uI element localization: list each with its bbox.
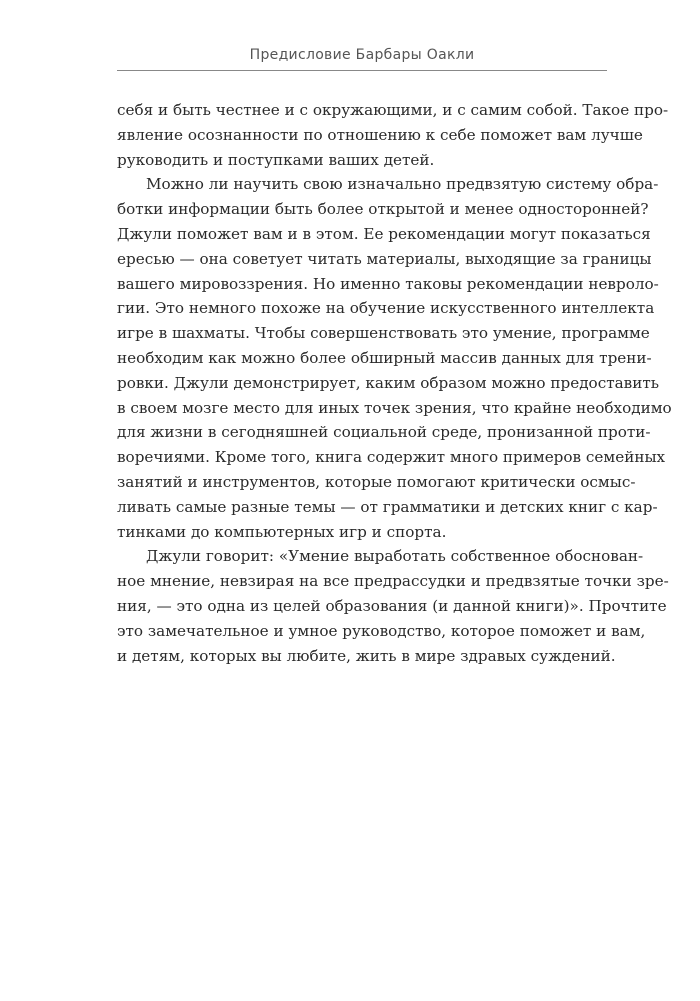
page-body — [117, 98, 672, 668]
running-header: Предисловие Барбары Оакли — [249, 47, 475, 63]
text-line: себя и быть честнее и с окружающими, и с самим собой. Такое про- — [117, 101, 669, 119]
text-line: ересью — она советует читать материалы, выходящие за границы — [117, 249, 652, 268]
text-line: Джули поможет вам и в этом. Ее рекомендации могут показаться — [117, 224, 651, 243]
text-line: Джули говорит: «Умение выработать собственное обоснован- — [146, 547, 644, 566]
text-line: занятий и инструментов, которые помогают критически осмыс- — [117, 472, 636, 491]
text-line: ботки информации быть более открытой и менее односторонней? — [117, 200, 649, 219]
text-line: вашего мировоззрения. Но именно таковы рекомендации невроло- — [117, 274, 659, 293]
text-line: воречиями. Кроме того, книга содержит много примеров семейных — [117, 448, 666, 467]
text-line: тинками до компьютерных игр и спорта. — [117, 522, 447, 541]
text-line: Можно ли научить свою изначально предвзятую систему обра- — [146, 175, 659, 194]
text-line: игре в шахматы. Чтобы совершенствовать это умение, программе — [117, 324, 650, 343]
text-line: необходим как можно более обширный массив данных для трени- — [117, 348, 652, 367]
header-rule — [117, 70, 607, 71]
paragraph — [117, 544, 669, 668]
text-line: ливать самые разные темы — от грамматики и детских книг с кар- — [117, 497, 658, 516]
text-line: в своем мозге место для иных точек зрения, что крайне необходимо — [117, 398, 672, 417]
paragraph — [117, 172, 672, 544]
text-line: явление осознанности по отношению к себе поможет вам лучше — [117, 125, 643, 144]
text-line: для жизни в сегодняшней социальной среде, пронизанной проти- — [117, 423, 651, 442]
text-line: руководить и поступками ваших детей. — [117, 150, 435, 169]
paragraph — [117, 98, 669, 172]
text-line: это замечательное и умное руководство, которое поможет и вам, — [117, 621, 646, 640]
text-line: ния, — это одна из целей образования (и данной книги)». Прочтите — [117, 596, 667, 615]
text-line: и детям, которых вы любите, жить в мире здравых суждений. — [117, 646, 616, 665]
text-line: гии. Это немного похоже на обучение искусственного интеллекта — [117, 299, 655, 318]
text-line: ное мнение, невзирая на все предрассудки и предвзятые точки зре- — [117, 572, 669, 591]
text-line: ровки. Джули демонстрирует, каким образом можно предоставить — [117, 373, 660, 392]
